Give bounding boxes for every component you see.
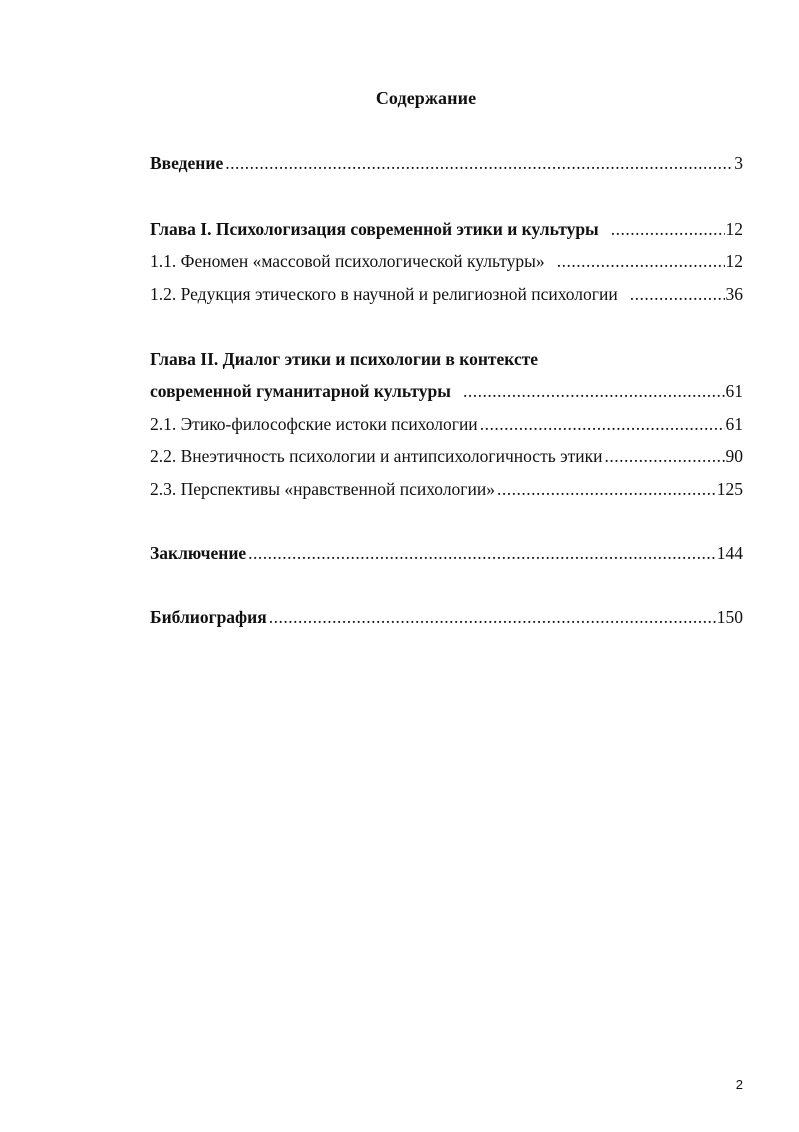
toc-entry-page: 150 — [716, 607, 743, 627]
dot-leader — [611, 217, 725, 241]
dot-leader — [497, 477, 716, 501]
toc-entry-label: Введение — [150, 153, 224, 173]
dot-leader — [480, 412, 725, 436]
toc-entry-page: 144 — [716, 543, 743, 563]
toc-entry-page: 12 — [725, 251, 743, 271]
toc-entry-label: 2.3. Перспективы «нравственной психологии» — [150, 479, 495, 499]
dot-leader — [630, 282, 725, 306]
dot-leader — [248, 541, 716, 565]
toc-entry-bibliography[interactable] — [150, 605, 743, 629]
toc-entry-section-1-1[interactable] — [150, 249, 743, 273]
page-number: 2 — [735, 1077, 743, 1092]
toc-entry-chapter-2[interactable] — [150, 379, 743, 403]
toc-entry-section-2-3[interactable] — [150, 477, 743, 501]
dot-leader — [225, 151, 733, 175]
toc-entry-chapter-1[interactable] — [150, 217, 743, 241]
dot-leader — [463, 379, 725, 403]
dot-leader — [269, 605, 716, 629]
toc-entry-section-2-2[interactable] — [150, 444, 743, 468]
toc-entry-page: 12 — [725, 219, 743, 239]
toc-entry-introduction[interactable] — [150, 151, 743, 175]
toc-entry-conclusion[interactable] — [150, 541, 743, 565]
toc-entry-page: 90 — [725, 446, 743, 466]
toc-entry-chapter-2-line1[interactable]: Глава II. Диалог этики и психологии в контексте — [150, 349, 539, 369]
toc-entry-label: Глава I. Психологизация современной этики и культуры — [150, 219, 599, 239]
toc-entry-page: 3 — [734, 153, 743, 173]
toc-entry-page: 36 — [725, 284, 743, 304]
toc-entry-page: 125 — [716, 479, 743, 499]
dot-leader — [557, 249, 725, 273]
toc-entry-section-2-1[interactable] — [150, 412, 743, 436]
dot-leader — [604, 444, 724, 468]
toc-entry-page: 61 — [725, 381, 743, 401]
toc-entry-label: Заключение — [150, 543, 247, 563]
page-title: Содержание — [375, 88, 477, 108]
toc-entry-label: 2.1. Этико-философские истоки психологии — [150, 414, 478, 434]
toc-entry-label: 1.1. Феномен «массовой психологической культуры» — [150, 251, 545, 271]
toc-entry-label: современной гуманитарной культуры — [150, 381, 451, 401]
toc-entry-page: 61 — [725, 414, 743, 434]
toc-entry-section-1-2[interactable] — [150, 282, 743, 306]
toc-entry-label: Библиография — [150, 607, 267, 627]
toc-entry-label: 1.2. Редукция этического в научной и религиозной психологии — [150, 284, 618, 304]
toc-entry-label: 2.2. Внеэтичность психологии и антипсихологичность этики — [150, 446, 603, 466]
